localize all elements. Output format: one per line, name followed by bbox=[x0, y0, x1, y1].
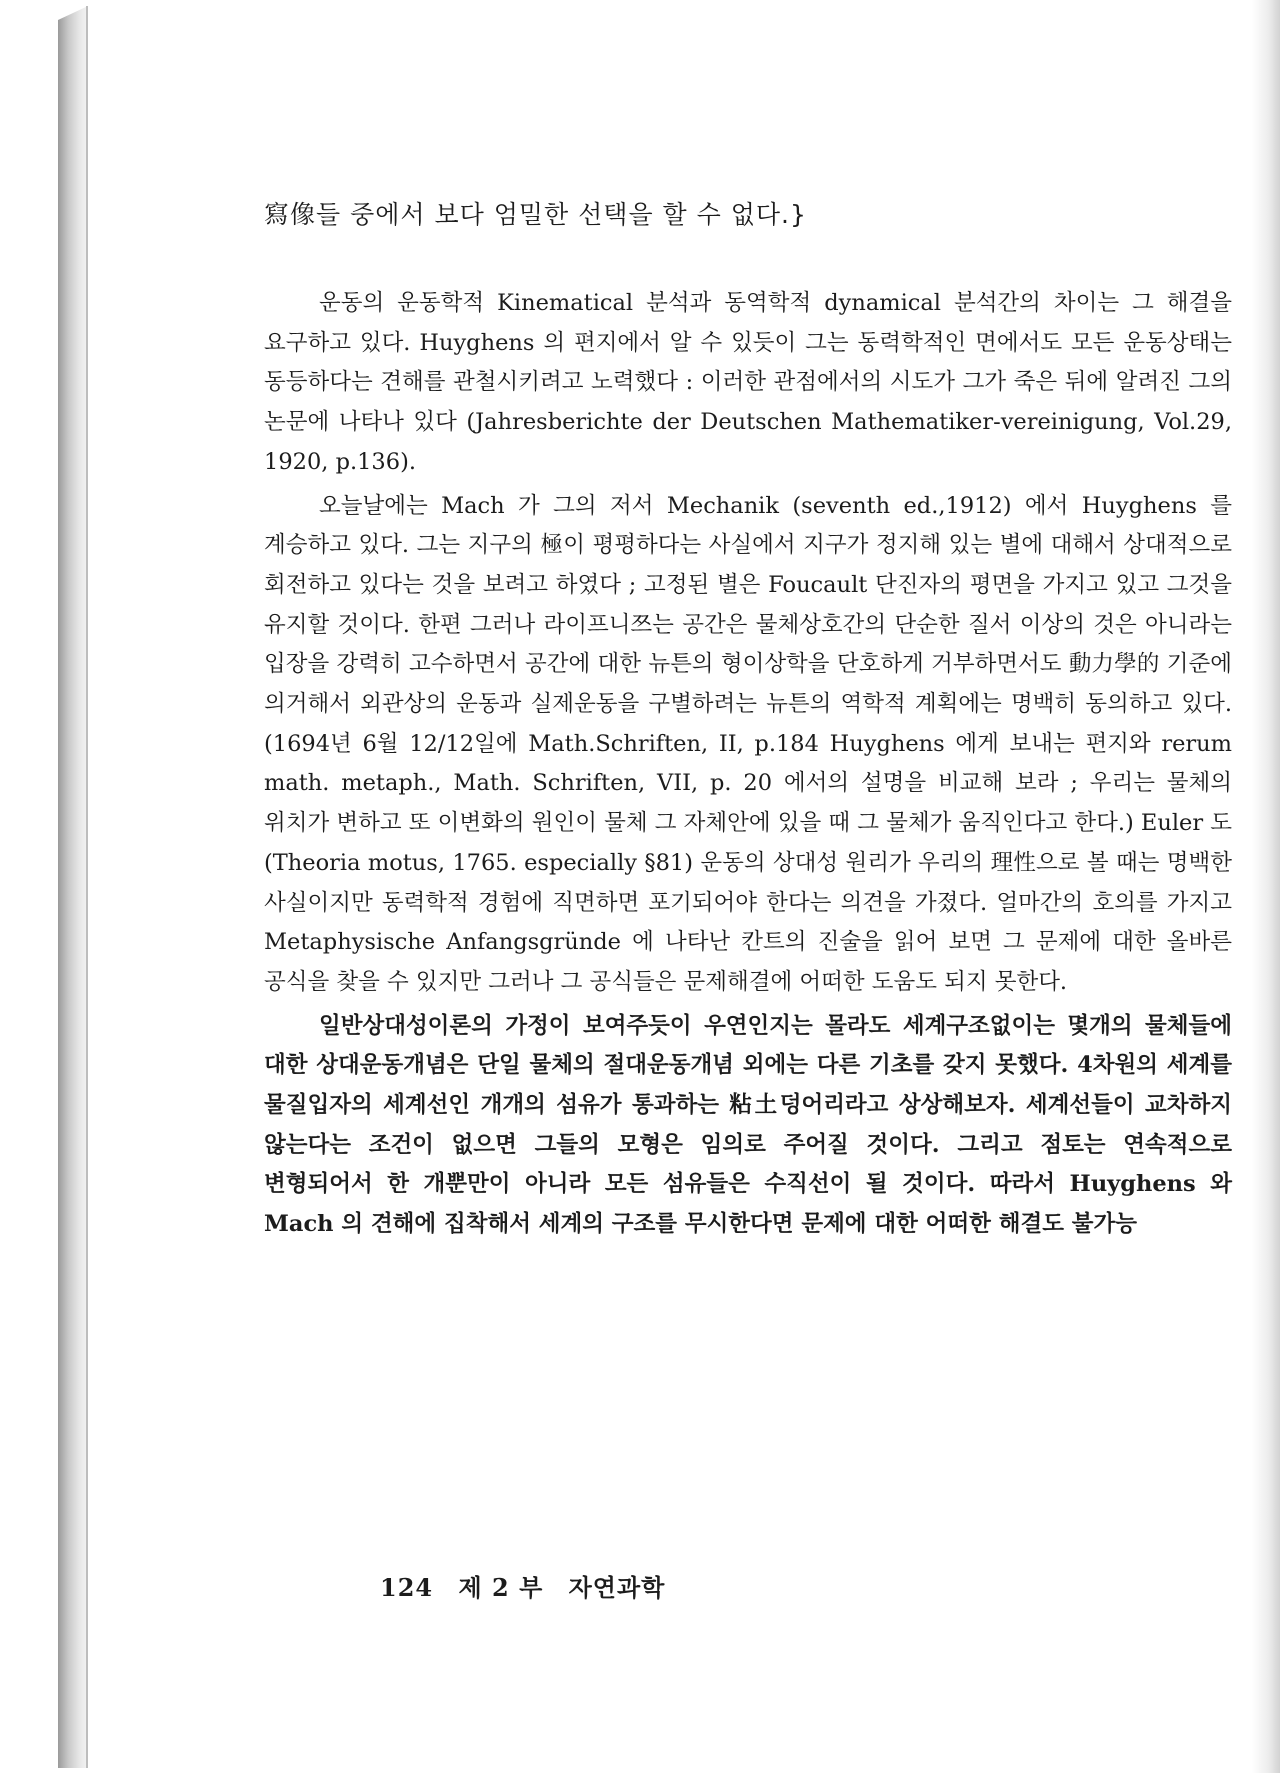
continued-line: 寫像들 중에서 보다 엄밀한 선택을 할 수 없다.} bbox=[264, 200, 807, 229]
section-label: 자연과학 bbox=[568, 1573, 666, 1602]
right-page-shade bbox=[1252, 0, 1280, 1773]
paragraph-mach: 오늘날에는 Mach 가 그의 저서 Mechanik (seventh ed.,1912) 에서 Huyghens 를 계승하고 있다. 그는 지구의 極이 평평하다는 사실에서 지구가 정지해 있는 별에 대해서 상대적으로 회전하고 있다는 것을 보려고 하였다 ; 고정된 별은 Foucault 단진자의 평면을 가지고 있고 그것을 유지할 것이다. 한편 그러나 라이프니쯔는 공간은 물체상호간의 단순한 질서 이상의 것은 아니라는 입장을 강력히 고수하면서 공간에 대한 뉴튼의 형이상학을 단호하게 거부하면서도 動力學的 기준에 의거해서 외관상의 운동과 실제운동을 구별하려는 뉴튼의 역학적 계획에는 명백히 동의하고 있다. (1694년 6월 12/12일에 Math.Schriften, II, p.184 Huyghens 에게 보내는 편지와 rerum math. metaph., Math. Schriften, VII, p. 20 에서의 설명을 비교해 보라 ; 우리는 물체의 위치가 변하고 또 이변화의 원인이 물체 그 자체안에 있을 때 그 물체가 움직인다고 한다.) Euler 도 (Theoria motus, 1765. especially §81) 운동의 상대성 원리가 우리의 理性으로 볼 때는 명백한 사실이지만 동력학적 경험에 직면하면 포기되어야 한다는 의견을 가졌다. 얼마간의 호의를 가지고 Metaphysische Anfangsgründe 에 나타난 칸트의 진술을 읽어 보면 그 문제에 대한 올바른 공식을 찾을 수 있지만 그러나 그 공식들은 문제해결에 어떠한 도움도 되지 못한다. bbox=[264, 492, 1232, 995]
book-page bbox=[88, 6, 1252, 1768]
page-text bbox=[264, 196, 1232, 1249]
page-number: 124 bbox=[380, 1573, 434, 1602]
paragraph-general-relativity: 일반상대성이론의 가정이 보여주듯이 우연인지는 몰라도 세계구조없이는 몇개의 물체들에 대한 상대운동개념은 단일 물체의 절대운동개념 외에는 다른 기초를 갖지 못했다. 4차원의 세계를 물질입자의 세계선인 개개의 섬유가 통과하는 粘土덩어리라고 상상해보자. 세계선들이 교차하지 않는다는 조건이 없으면 그들의 모형은 임의로 주어질 것이다. 그리고 점토는 연속적으로 변형되어서 한 개뿐만이 아니라 모든 섬유들은 수직선이 될 것이다. 따라서 Huyghens 와 Mach 의 견해에 집착해서 세계의 구조를 무시한다면 문제에 대한 어떠한 해결도 불가능 bbox=[264, 1012, 1232, 1238]
part-label: 제 2 부 bbox=[458, 1573, 544, 1602]
page-edge-shadow bbox=[58, 6, 88, 1768]
paragraph-kinematical: 운동의 운동학적 Kinematical 분석과 동역학적 dynamical 분석간의 차이는 그 해결을 요구하고 있다. Huyghens 의 편지에서 알 수 있듯이 그는 동력학적인 면에서도 모든 운동상태는 동등하다는 견해를 관철시키려고 노력했다 : 이러한 관점에서의 시도가 그가 죽은 뒤에 알려진 그의 논문에 나타나 있다 (Jahresberichte der Deutschen Mathematiker-vereinigung, Vol.29, 1920, p.136). bbox=[264, 290, 1232, 475]
page-footer bbox=[380, 1568, 665, 1603]
